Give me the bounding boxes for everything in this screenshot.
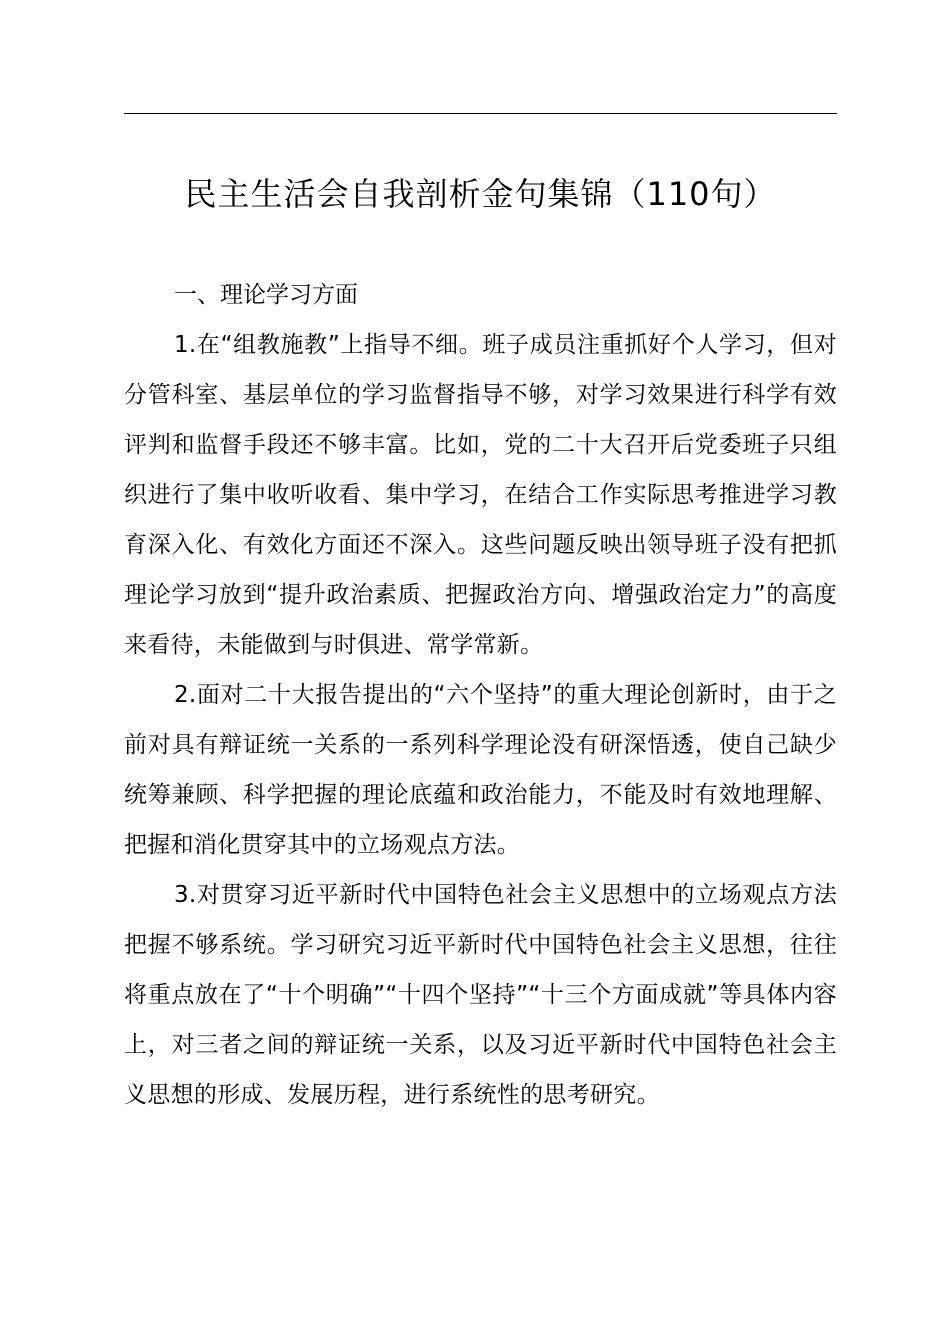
document-body	[124, 270, 837, 1120]
document-title: 民主生活会自我剖析金句集锦（110句）	[184, 175, 777, 213]
section-heading: 一、理论学习方面	[174, 282, 358, 308]
paragraph-1: 1.在“组教施教”上指导不细。班子成员注重抓好个人学习，但对分管科室、基层单位的学习监督指导不够，对学习效果进行科学有效评判和监督手段还不够丰富。比如，党的二十大召开后党委班子只组织进行了集中收听收看、集中学习，在结合工作实际思考推进学习教育深入化、有效化方面还不深入。这些问题反映出领导班子没有把抓理论学习放到“提升政治素质、把握政治方向、增强政治定力”的高度来看待，未能做到与时俱进、常学常新。	[124, 332, 837, 658]
paragraph-3: 3.对贯穿习近平新时代中国特色社会主义思想中的立场观点方法把握不够系统。学习研究习近平新时代中国特色社会主义思想，往往将重点放在了“十个明确”“十四个坚持”“十三个方面成就”等具体内容上，对三者之间的辩证统一关系，以及习近平新时代中国特色社会主义思想的形成、发展历程，进行系统性的思考研究。	[124, 882, 837, 1108]
header-rule	[124, 113, 837, 114]
paragraph-2: 2.面对二十大报告提出的“六个坚持”的重大理论创新时，由于之前对具有辩证统一关系的一系列科学理论没有研深悟透，使自己缺少统筹兼顾、科学把握的理论底蕴和政治能力，不能及时有效地理解、把握和消化贯穿其中的立场观点方法。	[124, 682, 837, 858]
